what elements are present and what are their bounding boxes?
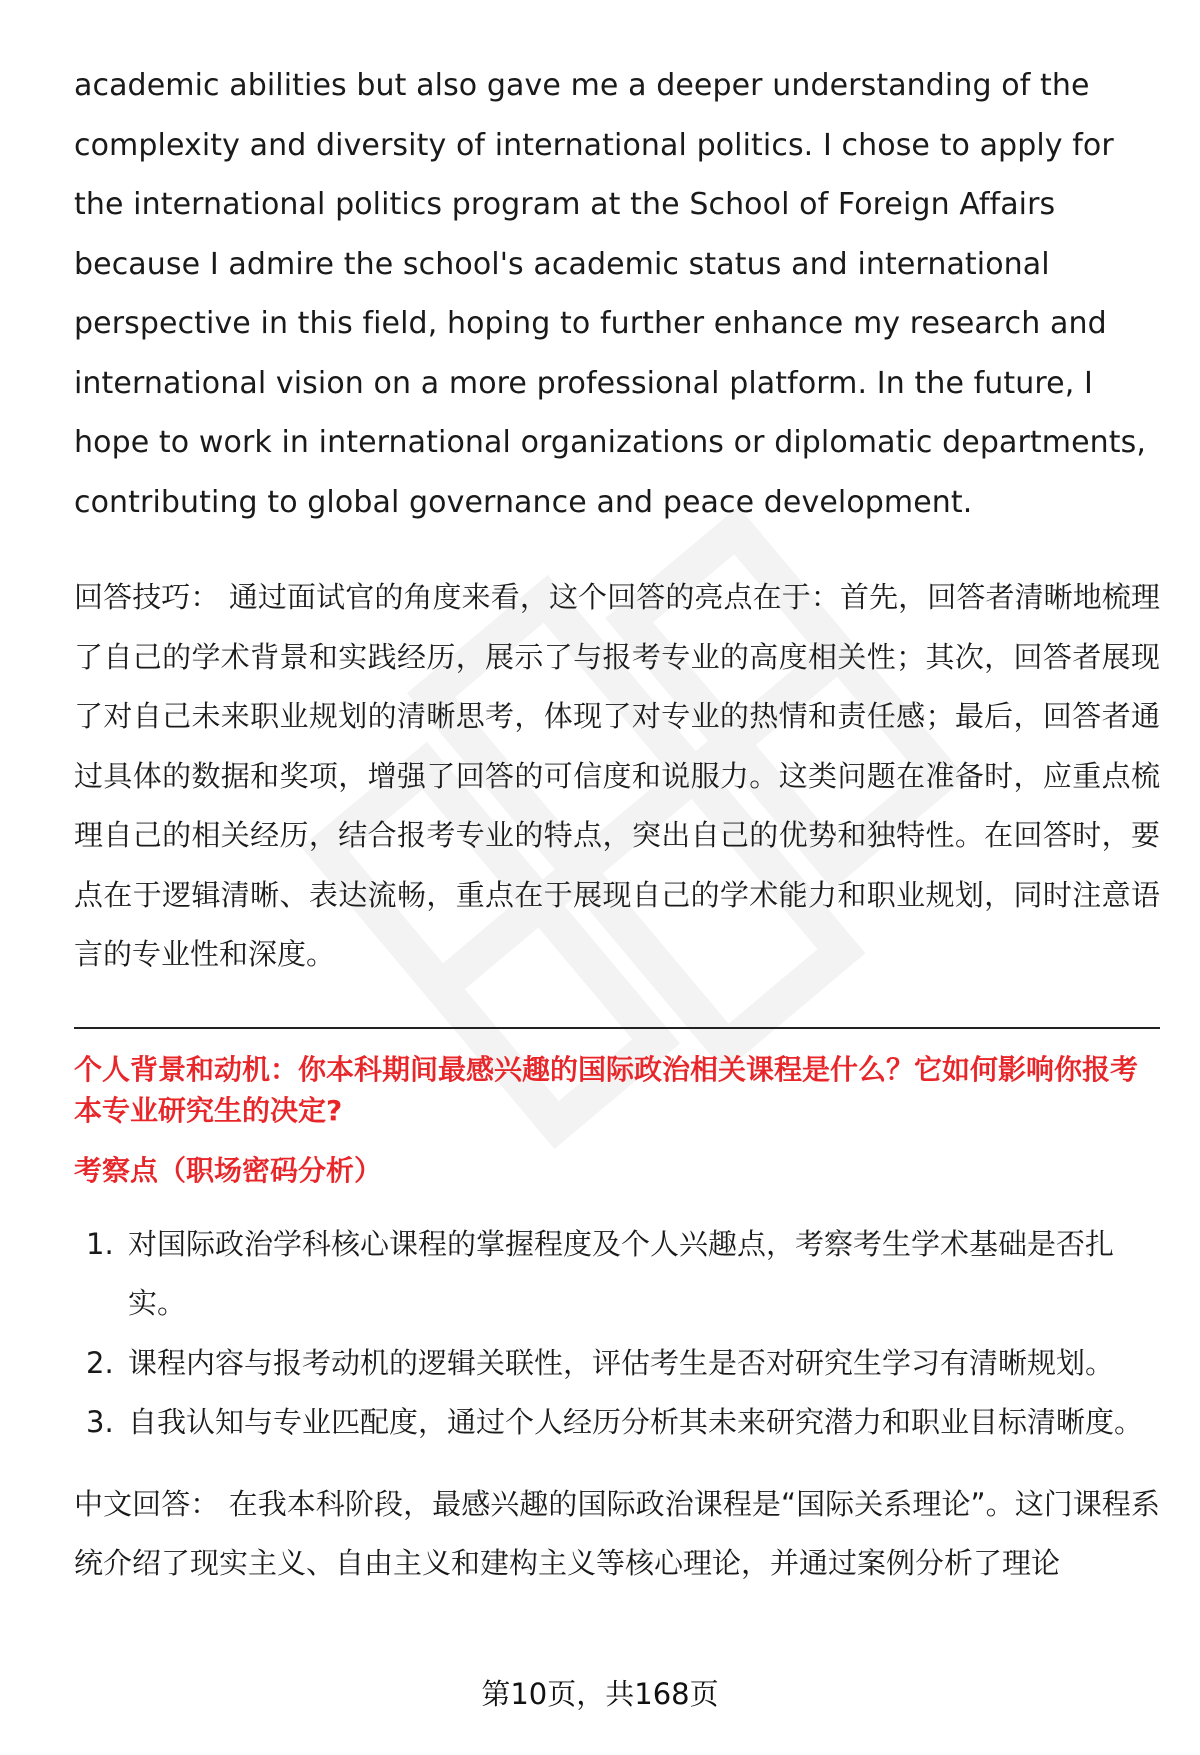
- document-page: [74, 56, 1160, 1594]
- examine-points-heading: 考察点（职场密码分析）: [74, 1153, 383, 1187]
- list-item-text: 课程内容与报考动机的逻辑关联性，评估考生是否对研究生学习有清晰规划。: [128, 1345, 1115, 1380]
- question-heading: 个人背景和动机：你本科期间最感兴趣的国际政治相关课程是什么？它如何影响你报考本专业研究生的决定?: [74, 1052, 1139, 1127]
- intro-paragraph: academic abilities but also gave me a deeper understanding of the complexity and diversity of international politics. I chose to apply for the international politics program at the School of Foreign Affairs because I admire the school's academic status and international perspective in this field, hoping to further enhance my research and international vision on a more professional platform. In the future, I hope to work in international organizations or diplomatic departments, contributing to global governance and peace development.: [74, 68, 1146, 520]
- page-number-footer: 第10页，共168页: [481, 1677, 719, 1711]
- list-item: [74, 1393, 1160, 1453]
- list-item: [74, 1215, 1160, 1334]
- examine-points-list: [74, 1215, 1160, 1453]
- section-divider: [74, 1027, 1160, 1029]
- list-item: [74, 1334, 1160, 1394]
- list-item-number: 1.: [86, 1226, 114, 1261]
- list-item-text: 对国际政治学科核心课程的掌握程度及个人兴趣点，考察考生学术基础是否扎实。: [128, 1226, 1115, 1320]
- list-item-number: 3.: [86, 1405, 114, 1439]
- list-item-number: 2.: [86, 1345, 114, 1380]
- chinese-answer-paragraph: 中文回答： 在我本科阶段，最感兴趣的国际政治课程是“国际关系理论”。这门课程系统介绍了现实主义、自由主义和建构主义等核心理论，并通过案例分析了理论: [74, 1486, 1160, 1580]
- answer-tip-paragraph: 回答技巧： 通过面试官的角度来看，这个回答的亮点在于：首先，回答者清晰地梳理了自己的学术背景和实践经历，展示了与报考专业的高度相关性；其次，回答者展现了对自己未来职业规划的清晰思考，体现了对专业的热情和责任感；最后，回答者通过具体的数据和奖项，增强了回答的可信度和说服力。这类问题在准备时，应重点梳理自己的相关经历，结合报考专业的特点，突出自己的优势和独特性。在回答时，要点在于逻辑清晰、表达流畅，重点在于展现自己的学术能力和职业规划，同时注意语言的专业性和深度。: [74, 580, 1160, 971]
- list-item-text: 自我认知与专业匹配度，通过个人经历分析其未来研究潜力和职业目标清晰度。: [128, 1405, 1144, 1439]
